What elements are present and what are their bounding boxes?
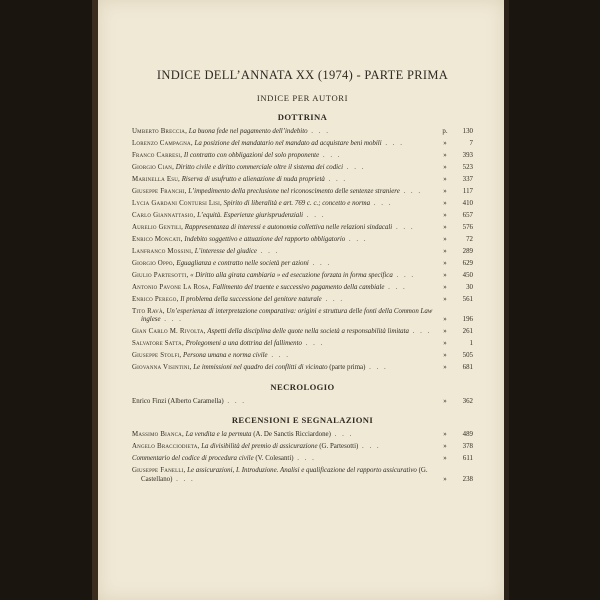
page-prefix: » — [443, 163, 447, 171]
page-number: 523 — [462, 163, 473, 171]
entry-title: « Diritto alla girata cambiaria » ed esecuzione forzata in forma specifica — [190, 271, 393, 279]
page-prefix: » — [443, 175, 447, 183]
entry-text — [132, 176, 473, 185]
leader-dots: . . . — [223, 397, 246, 405]
page-prefix: » — [443, 151, 447, 159]
page-prefix: » — [443, 235, 447, 243]
index-entry — [132, 364, 473, 373]
entry-title: Aspetti della disciplina delle quote nella società a responsabilità limitata — [207, 328, 409, 336]
leader-dots: . . . — [370, 199, 393, 207]
index-entry — [132, 284, 473, 293]
entry-title: Le immissioni nel quadro dei conflitti di vicinato — [193, 364, 328, 372]
page-number: 130 — [462, 128, 473, 135]
section-title: DOTTRINA — [277, 112, 328, 122]
page-prefix: » — [443, 223, 447, 231]
index-entry — [132, 431, 473, 440]
leader-dots: . . . — [319, 151, 342, 159]
entry-title: L’interesse del giudice — [194, 247, 257, 255]
page-number: 681 — [462, 364, 473, 372]
entry-text — [132, 224, 473, 233]
entry-text — [132, 296, 473, 305]
index-entry — [132, 467, 473, 484]
page-prefix: » — [443, 431, 447, 439]
entry-author: Massimo Bianca, — [132, 431, 184, 439]
index-entry — [132, 152, 473, 161]
page-number: 72 — [466, 235, 473, 243]
entry-text — [132, 188, 473, 197]
index-subtitle: INDICE PER AUTORI — [256, 93, 349, 103]
leader-dots: . . . — [303, 211, 326, 219]
book-edge-right — [504, 0, 509, 600]
entry-plain: Enrico Finzi (Alberto Caramella) — [132, 397, 224, 405]
index-entry — [132, 248, 473, 257]
entry-note: (A. De Sanctis Ricciardone) — [253, 431, 331, 439]
entry-author: Lycia Gardani Contursi Lisi, — [132, 199, 222, 207]
page-number: 489 — [462, 431, 473, 439]
leader-dots: . . . — [257, 247, 280, 255]
page-number: 7 — [469, 139, 473, 147]
entry-author: Gian Carlo M. Rivolta, — [132, 328, 206, 336]
entry-author: Franco Carresi, — [132, 151, 183, 159]
leader-dots: . . . — [381, 139, 404, 147]
leader-dots: . . . — [321, 295, 345, 303]
entry-text — [132, 340, 473, 349]
page-prefix: » — [443, 476, 447, 484]
entry-text — [132, 236, 473, 245]
entry-title: Fallimento del traente e successivo pagamento della cambiale — [212, 283, 385, 291]
page-prefix: » — [443, 187, 447, 195]
entry-author: Angelo Bracciodieta, — [132, 443, 200, 451]
entry-title: Le assicurazioni, I. Introduzione. Analisi e qualificazione del rapporto assicurativo — [187, 467, 417, 475]
index-entry — [132, 176, 473, 185]
page-prefix: » — [443, 328, 447, 336]
index-entry — [132, 272, 473, 281]
entry-author: Tito Ravà, — [132, 307, 165, 315]
entry-text — [132, 128, 473, 137]
entry-author: Lanfranco Mossini, — [132, 247, 193, 255]
index-entry — [132, 308, 473, 325]
index-entry — [132, 296, 473, 305]
entry-title: L’equità. Esperienze giurisprudenziali — [197, 211, 304, 219]
entry-author: Carlo Giannattasio, — [132, 211, 196, 219]
leader-dots: . . . — [384, 283, 407, 291]
index-entry — [132, 340, 473, 349]
page-prefix: » — [443, 364, 447, 372]
page-number: 576 — [462, 223, 473, 231]
entry-title: Prolegomeni a una dottrina del fallimento — [185, 340, 302, 348]
entry-title: Spirito di liberalità e art. 769 c. c.; concetto e norma — [223, 199, 371, 207]
page-prefix: » — [443, 139, 447, 147]
page-number: 450 — [462, 271, 473, 279]
entry-text — [132, 328, 473, 337]
leader-dots: . . . — [330, 431, 354, 439]
index-entry — [132, 164, 473, 173]
leader-dots: . . . — [392, 271, 416, 279]
page-prefix: » — [443, 211, 447, 219]
page-number: 410 — [462, 199, 473, 207]
leader-dots: . . . — [301, 340, 325, 348]
entry-title: Il contratto con obbligazioni del solo proponente — [183, 151, 320, 159]
index-entry — [132, 260, 473, 269]
leader-dots: . . . — [293, 455, 316, 463]
index-entry — [132, 328, 473, 337]
entry-text — [132, 260, 473, 269]
section-title: NECROLOGIO — [270, 381, 335, 392]
index-entry — [132, 398, 473, 407]
entry-title: Eguaglianza e contratto nelle società per azioni — [176, 259, 309, 267]
page-number: 657 — [462, 211, 473, 219]
page-number: 196 — [462, 316, 473, 324]
page-number: 611 — [462, 455, 473, 463]
index-sections — [132, 112, 473, 485]
leader-dots: . . . — [399, 187, 423, 195]
leader-dots: . . . — [160, 316, 183, 324]
entry-text — [132, 364, 473, 373]
page-prefix: » — [443, 283, 447, 291]
entry-title: L’impedimento della preclusione nel riconoscimento delle sentenze straniere — [188, 187, 400, 195]
entry-author: Lorenzo Campagna, — [132, 139, 193, 147]
page-number: 561 — [462, 295, 473, 303]
leader-dots: . . . — [172, 476, 195, 484]
entry-text — [132, 431, 473, 440]
leader-dots: . . . — [345, 235, 368, 243]
book-page — [98, 0, 504, 600]
entry-title: La vendita e la permuta — [185, 431, 252, 439]
page-number: 337 — [462, 175, 473, 183]
entry-text — [132, 308, 473, 325]
entry-title: La buona fede nel pagamento dell’indebito — [188, 128, 308, 135]
index-entry — [132, 140, 473, 149]
page-number: 362 — [462, 397, 473, 405]
entry-title: Persona umana e norma civile — [183, 352, 268, 360]
entry-text — [132, 443, 473, 452]
page-prefix: p. — [442, 128, 448, 135]
entry-author: Enrico Perego, — [132, 295, 179, 303]
leader-dots: . . . — [307, 128, 330, 135]
page-prefix: » — [443, 397, 447, 405]
page-prefix: » — [443, 199, 447, 207]
leader-dots: . . . — [408, 328, 432, 336]
index-entry — [132, 128, 473, 137]
entry-title: La divisibilità del premio di assicurazione — [201, 443, 318, 451]
page-prefix: » — [443, 271, 447, 279]
page-number: 629 — [462, 259, 473, 267]
entry-note: (parte prima) — [329, 364, 366, 372]
index-entry — [132, 352, 473, 361]
section-title: RECENSIONI E SEGNALAZIONI — [231, 415, 374, 426]
leader-dots: . . . — [324, 175, 348, 183]
page-number: 261 — [462, 328, 473, 336]
index-entry — [132, 200, 473, 209]
index-entry — [132, 212, 473, 221]
entry-text — [132, 467, 473, 484]
entry-title: Riserva di usufrutto e alienazione di nuda proprietà — [181, 175, 325, 183]
index-entry — [132, 455, 473, 464]
leader-dots: . . . — [365, 364, 388, 372]
page-number: 30 — [466, 283, 473, 291]
entry-text — [132, 272, 473, 281]
page-prefix: » — [443, 295, 447, 303]
entry-author: Salvatore Satta, — [132, 340, 184, 348]
entry-author: Marinella Esu, — [132, 175, 180, 183]
index-entry — [132, 188, 473, 197]
entry-text — [132, 398, 473, 407]
entry-title: Commentario del codice di procedura civile — [132, 455, 254, 463]
entry-title: La posizione del mandatario nel mandato ad acquistare beni mobili — [194, 139, 382, 147]
entry-note: (G. Castellano) — [141, 467, 428, 484]
entry-author: Enrico Moncati, — [132, 235, 183, 243]
index-content — [132, 68, 473, 488]
index-entry — [132, 224, 473, 233]
leader-dots: . . . — [392, 223, 415, 231]
index-entry — [132, 236, 473, 245]
page-title: INDICE DELL’ANNATA XX (1974) - PARTE PRIMA — [156, 68, 449, 82]
entry-author: Giorgio Oppo, — [132, 259, 175, 267]
entry-title: Indebito soggettivo e attuazione del rapporto obbligatorio — [184, 235, 346, 243]
page-number: 393 — [462, 151, 473, 159]
entry-text — [132, 455, 473, 464]
entry-title: Un’esperienza di interpretazione comparativa: origini e struttura delle fonti della Common Law inglese — [141, 307, 433, 324]
page-prefix: » — [443, 316, 447, 324]
page-prefix: » — [443, 443, 447, 451]
entry-title: Il problema della successione del genitore naturale — [180, 295, 322, 303]
entry-text — [132, 284, 473, 293]
page-number: 117 — [462, 187, 473, 195]
entry-author: Giuseppe Stolfi, — [132, 352, 182, 360]
entry-author: Aurelio Gentili, — [132, 223, 184, 231]
entry-author: Giorgio Cian, — [132, 163, 175, 171]
page-prefix: » — [443, 455, 447, 463]
leader-dots: . . . — [267, 352, 290, 360]
entry-author: Giuseppe Franchi, — [132, 187, 187, 195]
entry-text — [132, 352, 473, 361]
entry-title: Rappresentanza di interessi e autonomia collettiva nelle relazioni sindacali — [184, 223, 393, 231]
page-number: 1 — [469, 340, 473, 348]
page-prefix: » — [443, 352, 447, 360]
page-prefix: » — [443, 340, 447, 348]
page-prefix: » — [443, 247, 447, 255]
entry-text — [132, 140, 473, 149]
page-number: 505 — [462, 352, 473, 360]
entry-text — [132, 212, 473, 221]
page-prefix: » — [443, 259, 447, 267]
entry-author: Giovanna Visintini, — [132, 364, 192, 372]
entry-title: Diritto civile e diritto commerciale oltre il sistema dei codici — [175, 163, 344, 171]
leader-dots: . . . — [308, 259, 332, 267]
entry-text — [132, 248, 473, 257]
entry-text — [132, 200, 473, 209]
entry-text — [132, 152, 473, 161]
leader-dots: . . . — [343, 163, 366, 171]
index-entry — [132, 443, 473, 452]
entry-author: Umberto Breccia, — [132, 128, 187, 135]
entry-note: (G. Partesotti) — [319, 443, 359, 451]
entry-author: Antonio Pavone La Rosa, — [132, 283, 211, 291]
page-number: 238 — [462, 476, 473, 484]
leader-dots: . . . — [358, 443, 381, 451]
page-number: 378 — [462, 443, 473, 451]
entry-author: Giulio Partesotti, — [132, 271, 189, 279]
entry-author: Giuseppe Fanelli, — [132, 467, 186, 475]
entry-text — [132, 164, 473, 173]
page-number: 289 — [462, 247, 473, 255]
entry-note: (V. Colesanti) — [255, 455, 294, 463]
